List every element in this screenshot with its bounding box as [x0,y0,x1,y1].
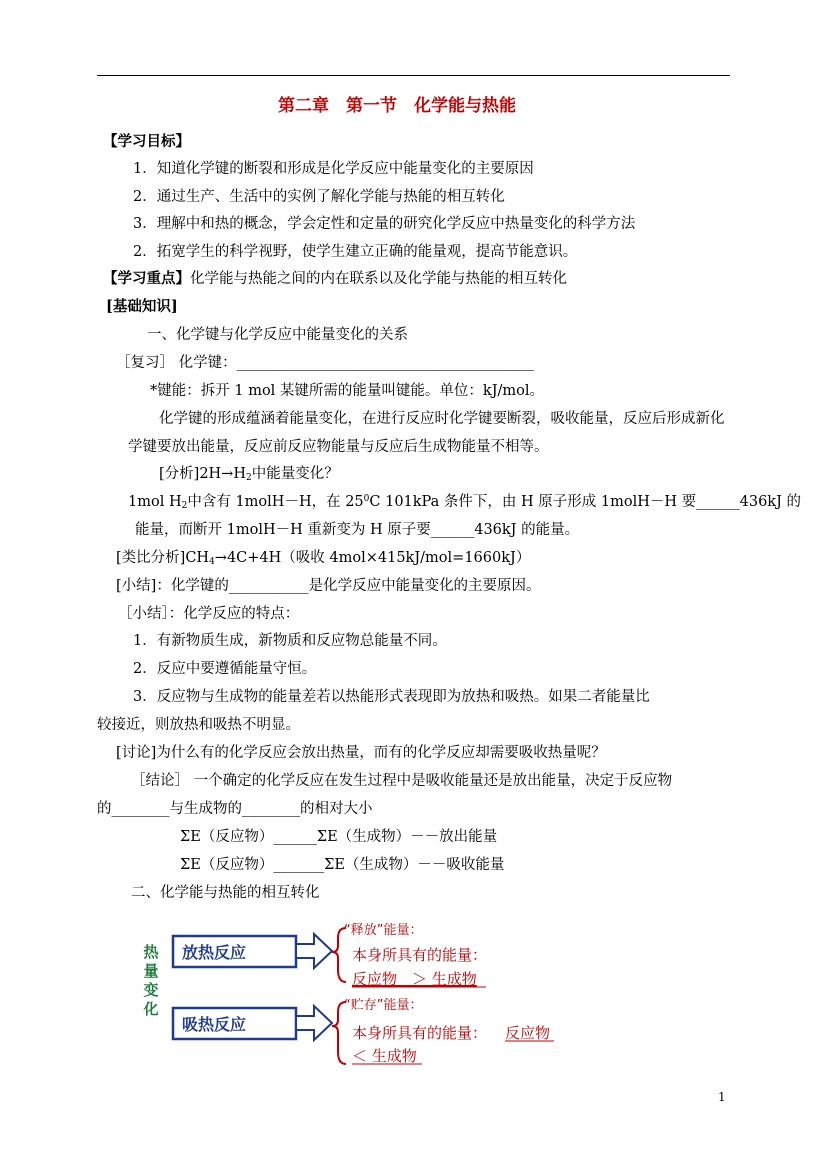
endo-label: 吸热反应 [182,1015,247,1034]
energy-sum-line: ΣE（反应物）______ΣE（生成物）－－放出能量 [180,829,498,845]
endo-arrow-icon [296,1006,332,1040]
objective-item: 2．拓宽学生的科学视野，使学生建立正确的能量观，提高节能意识。 [133,244,578,260]
endo-note: “贮存”能量： [344,998,423,1013]
exo-note: “释放”能量： [344,923,423,938]
exo-line1: 本身所具有的能量： [352,946,488,964]
superscript: 0 [363,494,370,504]
basics-header: [基础知识] [106,298,178,315]
h2-text: 中含有 1molH－H，在 25 [187,494,364,510]
endo-line1: 本身所具有的能量： [352,1024,488,1042]
side-label [142,943,159,1018]
section1-heading: 一、化学键与化学反应中能量变化的关系 [147,327,408,343]
exo-arrow-icon [296,934,332,968]
summary-line: [小结]：化学键的___________是化学反应中能量变化的主要原因。 [116,578,541,594]
bond-energy-line: *键能：拆开 1 mol 某键所需的能量叫键能。单位：kJ/mol。 [150,383,545,399]
review-line: ［复习］ 化学键：_________________________________________ [116,355,534,371]
summary-line: ［小结］：化学反应的特点： [118,606,300,622]
page-title: 第二章 第一节 化学能与热能 [278,96,516,116]
analogy-text: [类比分析]CH [116,550,210,566]
feature-item-continued: 较接近，则放热和吸热不明显。 [97,717,300,733]
key-points-text: 化学能与热能之间的内在联系以及化学能与热能的相互转化 [190,271,567,287]
objective-item: 3．理解中和热的概念，学会定性和定量的研究化学反应中热量变化的科学方法 [133,216,636,232]
subscript: 2 [181,501,188,511]
feature-item: 1．有新物质生成，新物质和反应物总能量不同。 [133,633,447,649]
feature-item: 3．反应物与生成物的能量差若以热能形式表现即为放热和吸热。如果二者能量比 [133,689,650,705]
objective-item: 2．通过生产、生活中的实例了解化学能与热能的相互转化 [133,189,505,205]
energy-transfer-diagram [138,912,598,1072]
h2-line-1 [128,492,801,512]
side-label-char: 量 [143,962,159,980]
endo-line2: ＜ 生成物 [352,1047,417,1065]
subscript: 2 [245,473,252,483]
objective-item: 1．知道化学键的断裂和形成是化学反应中能量变化的主要原因 [133,161,534,177]
side-label-char: 变 [143,981,159,999]
side-label-char: 化 [143,1000,159,1018]
endo-line1b: 反应物 [505,1024,551,1042]
subscript: 4 [209,557,215,567]
header-rule [97,75,730,76]
energy-sum-line: ΣE（反应物）_______ΣE（生成物）－－吸收能量 [180,857,505,873]
discussion-line: [讨论]为什么有的化学反应会放出热量，而有的化学反应却需要吸收热量呢？ [116,745,606,761]
key-points-header: 【学习重点】 [103,270,190,287]
analysis-text: [分析]2H→H [159,466,246,482]
feature-item: 2．反应中要遵循能量守恒。 [133,661,317,677]
objectives-header: 【学习目标】 [103,133,190,150]
paragraph-line: 学键要放出能量，反应前反应物能量与反应后生成物能量不相等。 [128,439,549,455]
h2-text: C 101kPa 条件下，由 H 原子形成 1molH－H 要______436kJ 的 [369,494,802,510]
analysis-text: 中能量变化？ [251,466,339,482]
analogy-line [116,548,530,568]
conclusion-line: 的________与生成物的________的相对大小 [97,801,373,817]
section2-heading: 二、化学能与热能的相互转化 [131,885,320,901]
side-label-char: 热 [143,943,159,961]
paragraph-line: 化学键的形成蕴涵着能量变化，在进行反应时化学键要断裂，吸收能量，反应后形成新化 [159,411,725,427]
conclusion-line: ［结论］ 一个确定的化学反应在发生过程中是吸收能量还是放出能量，决定于反应物 [131,773,673,789]
h2-text: 1mol H [128,494,182,510]
exo-line2: 反应物 ＞ 生成物 [352,970,477,988]
analogy-text: →4C+4H（吸收 4mol×415kJ/mol=1660kJ） [214,550,531,566]
exo-label: 放热反应 [182,943,247,962]
page-number: 1 [718,1090,726,1104]
analysis-line [159,464,339,484]
h2-line-2: 能量，而断开 1molH－H 重新变为 H 原子要______436kJ 的能量。 [135,522,580,538]
key-points [103,269,567,289]
